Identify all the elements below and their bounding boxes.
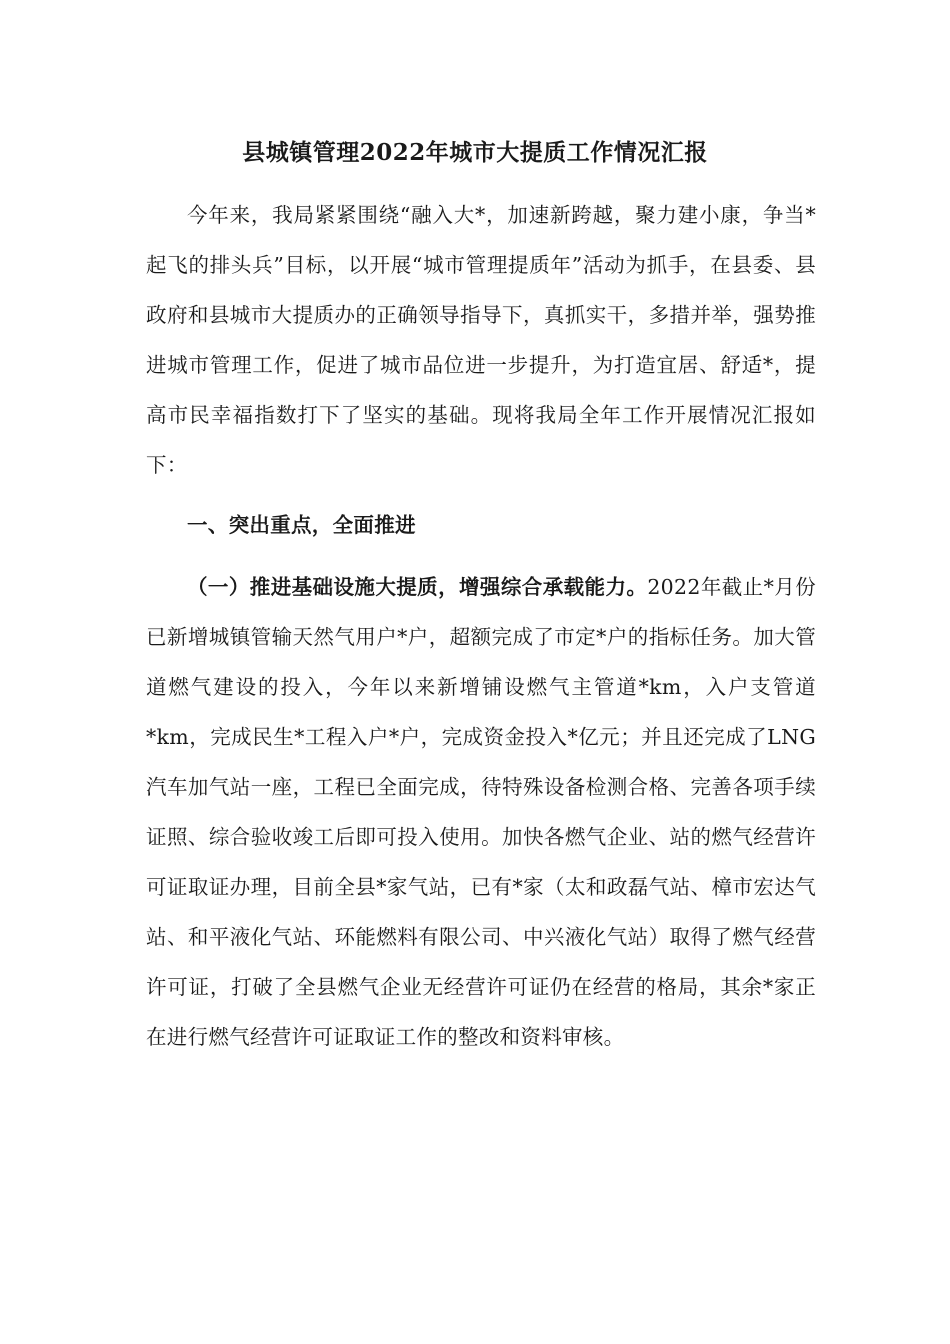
subsection-lead-1: （一）推进基础设施大提质，增强综合承载能力。 (187, 575, 648, 599)
subsection-paragraph-1 (146, 562, 816, 1062)
subsection-body-1: 2022年截止*月份已新增城镇管输天然气用户*户，超额完成了市定*户的指标任务。加大管道燃气建设的投入，今年以来新增铺设燃气主管道*km，入户支管道*km，完成民生*工程入户*户，完成资金投入*亿元；并且还完成了LNG汽车加气站一座，工程已全面完成，待特殊设备检测合格、完善各项手续证照、综合验收竣工后即可投入使用。加快各燃气企业、站的燃气经营许可证取证办理，目前全县*家气站，已有*家（太和政磊气站、樟市宏达气站、和平液化气站、环能燃料有限公司、中兴液化气站）取得了燃气经营许可证，打破了全县燃气企业无经营许可证仍在经营的格局，其余*家正在进行燃气经营许可证取证工作的整改和资料审核。 (146, 575, 816, 1049)
intro-paragraph: 今年来，我局紧紧围绕“融入大*，加速新跨越，聚力建小康，争当*起飞的排头兵”目标，以开展“城市管理提质年”活动为抓手，在县委、县政府和县城市大提质办的正确领导指导下，真抓实干，多措并举，强势推进城市管理工作，促进了城市品位进一步提升，为打造宜居、舒适*，提高市民幸福指数打下了坚实的基础。现将我局全年工作开展情况汇报如下： (146, 203, 816, 477)
section-heading-1: 一、突出重点，全面推进 (187, 513, 416, 537)
document-title: 县城镇管理2022年城市大提质工作情况汇报 (242, 139, 708, 166)
